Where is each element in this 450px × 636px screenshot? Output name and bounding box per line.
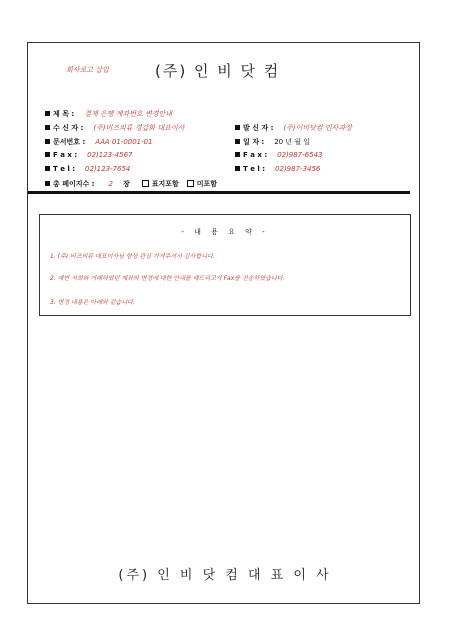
recipient-label: 수 신 자 : bbox=[53, 124, 84, 132]
company-name: (주) 인 비 닷 컴 bbox=[155, 62, 281, 80]
tel-right-value: 02)987-3456 bbox=[275, 165, 321, 173]
content-item-1: 1. (주) 비즈의류 대표이사님 항상 관심 가져주셔서 감사합니다. bbox=[50, 253, 215, 260]
tel-right-row bbox=[235, 165, 320, 173]
bullet-square-icon bbox=[45, 152, 50, 157]
sender-label: 발 신 자 : bbox=[243, 124, 274, 132]
date-label: 일 자 : bbox=[243, 138, 265, 146]
bullet-square-icon bbox=[235, 152, 240, 157]
logo-placeholder: 회사로고 삽입 bbox=[66, 66, 109, 74]
bullet-square-icon bbox=[45, 181, 50, 186]
bullet-square-icon bbox=[235, 166, 240, 171]
date-value: 20 년 월 일 bbox=[274, 138, 311, 146]
checkbox-cover-included[interactable] bbox=[142, 180, 149, 187]
date-row bbox=[235, 137, 310, 147]
section-divider bbox=[28, 191, 410, 194]
content-item-2: 2. 예번 저희와 거래하였던 계좌의 변경에 대한 안내를 해드리고자 Fax를 전송하였습니다. bbox=[50, 275, 285, 282]
bullet-square-icon bbox=[235, 125, 240, 130]
tel-left-label: T e l : bbox=[53, 165, 76, 173]
fax-right-value: 02)987-6543 bbox=[277, 151, 323, 159]
content-item-3: 3. 변경 내용은 아래와 같습니다. bbox=[50, 299, 135, 306]
fax-left-label: F a x : bbox=[53, 151, 78, 159]
content-title: - 내 용 요 약 - bbox=[181, 228, 269, 236]
tel-right-label: T e l : bbox=[243, 165, 266, 173]
pages-label: 총 페이지수 : bbox=[53, 180, 95, 188]
doc-number-row bbox=[45, 137, 153, 147]
pages-count: 2 bbox=[108, 180, 113, 188]
option-cover-included: 표지포함 bbox=[151, 180, 179, 188]
bullet-square-icon bbox=[45, 111, 50, 116]
fax-right-label: F a x : bbox=[243, 151, 268, 159]
footer-signature: (주) 인 비 닷 컴 대 표 이 사 bbox=[118, 568, 332, 583]
doc-number-value: AAA 01-0001-01 bbox=[95, 138, 153, 146]
doc-number-label: 문서번호 : bbox=[53, 138, 86, 146]
bullet-square-icon bbox=[45, 166, 50, 171]
recipient-row bbox=[45, 123, 184, 133]
sender-value: (주)이비닷컴 인사과장 bbox=[283, 124, 352, 132]
tel-left-row bbox=[45, 165, 130, 173]
fax-right-row bbox=[235, 151, 322, 159]
bullet-square-icon bbox=[235, 139, 240, 144]
sender-row bbox=[235, 123, 352, 133]
checkbox-cover-excluded[interactable] bbox=[187, 180, 194, 187]
bullet-square-icon bbox=[45, 125, 50, 130]
recipient-value: (주)비즈의류 경갑화 대표이사 bbox=[93, 124, 185, 132]
tel-left-value: 02)123-7654 bbox=[85, 165, 131, 173]
bullet-square-icon bbox=[45, 139, 50, 144]
subject-row bbox=[45, 109, 172, 119]
subject-value: 결제 은행 계좌번호 변경안내 bbox=[84, 110, 173, 118]
pages-row bbox=[45, 179, 217, 189]
subject-label: 제 목 : bbox=[53, 110, 75, 118]
content-summary-box bbox=[39, 214, 411, 316]
fax-left-value: 02)123-4567 bbox=[87, 151, 133, 159]
option-cover-excluded: 미포함 bbox=[196, 180, 218, 188]
fax-left-row bbox=[45, 151, 132, 159]
pages-unit: 장 bbox=[122, 180, 130, 188]
